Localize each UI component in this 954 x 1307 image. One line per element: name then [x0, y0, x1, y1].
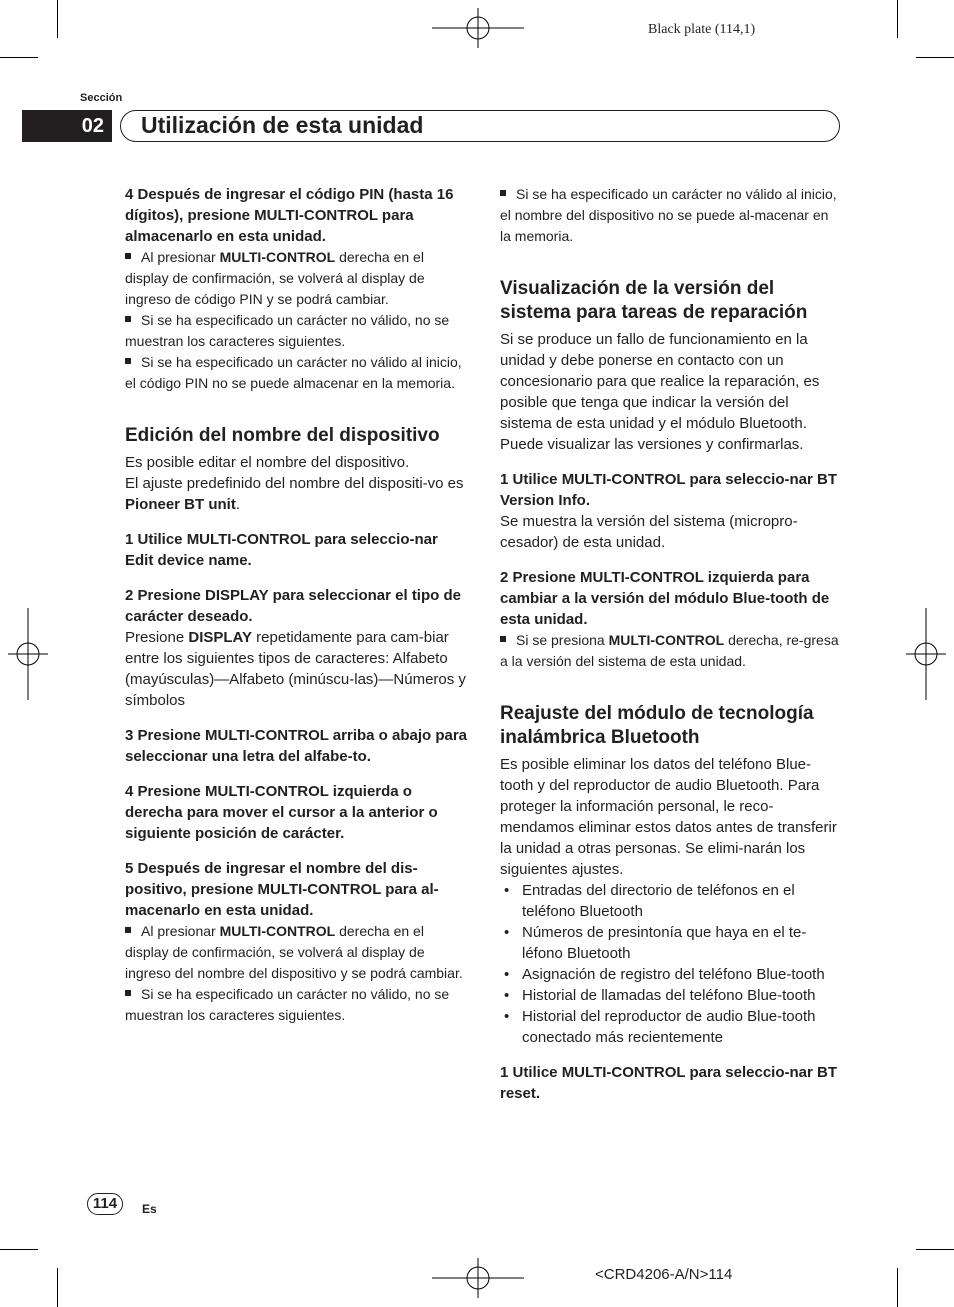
step-3: 3 Presione MULTI-CONTROL arriba o abajo para seleccionar una letra del alfabe-to. — [125, 727, 468, 765]
note: Al presionar MULTI-CONTROL derecha en el display de confirmación, se volverá al display de ingreso de código PIN y se podrá cambiar. — [125, 249, 425, 307]
registration-mark-icon — [432, 8, 524, 48]
step-1: 1 Utilice MULTI-CONTROL para seleccio-nar BT reset. — [500, 1064, 838, 1102]
crop-mark — [0, 1249, 38, 1250]
crop-mark — [916, 1249, 954, 1250]
step-2: 2 Presione MULTI-CONTROL izquierda para cambiar a la versión del módulo Blue-tooth de esta unidad. — [500, 569, 830, 628]
list-item: • Entradas del directorio de teléfonos en el teléfono Bluetooth — [500, 880, 842, 922]
note: Si se ha especificado un carácter no válido al inicio, el código PIN no se puede almacenar en la memoria. — [125, 354, 462, 391]
list-item: • Asignación de registro del teléfono Blue-tooth — [500, 964, 842, 985]
paragraph: El ajuste predefinido del nombre del dispositi-vo es Pioneer BT unit. — [125, 475, 464, 513]
note: Si se ha especificado un carácter no válido, no se muestran los caracteres siguientes. — [125, 312, 450, 349]
note: Si se ha especificado un carácter no válido al inicio, el nombre del dispositivo no se puede al-macenar en la memoria. — [500, 186, 837, 244]
paragraph: Presione DISPLAY repetidamente para cam-biar entre los siguientes tipos de caracteres: Alfabeto (mayúsculas)—Alfabeto (minúscu-las)—Números y símbolos — [125, 629, 466, 709]
registration-mark-icon — [8, 608, 48, 700]
heading-version-info: Visualización de la versión del sistema para tareas de reparación — [500, 278, 808, 323]
section-title: Utilización de esta unidad — [120, 110, 840, 142]
document-code: <CRD4206-A/N>114 — [595, 1266, 733, 1283]
paragraph: Es posible editar el nombre del dispositivo. — [125, 454, 410, 471]
step-4: 4 Presione MULTI-CONTROL izquierda o derecha para mover el cursor a la anterior o siguiente posición de carácter. — [125, 783, 438, 842]
square-bullet-icon — [125, 358, 131, 364]
square-bullet-icon — [125, 927, 131, 933]
registration-mark-icon — [432, 1258, 524, 1298]
crop-mark — [57, 1268, 58, 1307]
page-number: 114 — [87, 1193, 123, 1215]
list-item: • Números de presintonía que haya en el te-léfono Bluetooth — [500, 922, 842, 964]
paragraph: Es posible eliminar los datos del teléfono Blue-tooth y del reproductor de audio Bluetooth. Para proteger la información personal, le reco-mendamos eliminar estos datos antes de transferir la unidad a otras personas. Se elimi-narán los siguientes ajustes. — [500, 756, 837, 878]
step-1: 1 Utilice MULTI-CONTROL para seleccio-nar Edit device name. — [125, 531, 438, 569]
crop-mark — [897, 1268, 898, 1307]
heading-bluetooth-reset: Reajuste del módulo de tecnología inalámbrica Bluetooth — [500, 703, 814, 748]
note: Si se ha especificado un carácter no válido, no se muestran los caracteres siguientes. — [125, 986, 450, 1023]
square-bullet-icon — [125, 990, 131, 996]
step-5: 5 Después de ingresar el nombre del dis-positivo, presione MULTI-CONTROL para al-macenarlo en esta unidad. — [125, 860, 439, 919]
list-item: • Historial del reproductor de audio Blue-tooth conectado más recientemente — [500, 1006, 842, 1048]
step-2: 2 Presione DISPLAY para seleccionar el tipo de carácter deseado. — [125, 587, 461, 625]
list-item: • Historial de llamadas del teléfono Blue-tooth — [500, 985, 842, 1006]
right-column — [500, 184, 842, 1104]
crop-mark — [0, 57, 38, 58]
square-bullet-icon — [125, 253, 131, 259]
section-label: Sección — [80, 92, 123, 104]
registration-mark-icon — [906, 608, 946, 700]
left-column — [125, 184, 467, 1026]
step-1: 1 Utilice MULTI-CONTROL para seleccio-nar BT Version Info. — [500, 471, 838, 509]
language-code: Es — [142, 1202, 157, 1216]
note: Si se presiona MULTI-CONTROL derecha, re-gresa a la versión del sistema de esta unidad. — [500, 632, 839, 669]
heading-edit-device-name: Edición del nombre del dispositivo — [125, 425, 440, 446]
paragraph: Se muestra la versión del sistema (micropro-cesador) de esta unidad. — [500, 513, 798, 551]
square-bullet-icon — [125, 316, 131, 322]
crop-mark — [897, 0, 898, 38]
section-number: 02 — [22, 110, 112, 142]
bullet-list — [500, 880, 842, 1048]
crop-mark — [57, 0, 58, 38]
note: Al presionar MULTI-CONTROL derecha en el display de confirmación, se volverá al display de ingreso del nombre del dispositivo y se podrá cambiar. — [125, 923, 463, 981]
step-4-pin: 4 Después de ingresar el código PIN (hasta 16 dígitos), presione MULTI-CONTROL para almacenarlo en esta unidad. — [125, 186, 454, 245]
square-bullet-icon — [500, 636, 506, 642]
crop-mark — [916, 57, 954, 58]
plate-label: Black plate (114,1) — [648, 22, 756, 37]
square-bullet-icon — [500, 190, 506, 196]
paragraph: Si se produce un fallo de funcionamiento en la unidad y debe ponerse en contacto con un concesionario para que realice la reparación, es posible que tenga que indicar la versión del sistema de esta unidad y el módulo Bluetooth. Puede visualizar las versiones y confirmarlas. — [500, 331, 820, 453]
